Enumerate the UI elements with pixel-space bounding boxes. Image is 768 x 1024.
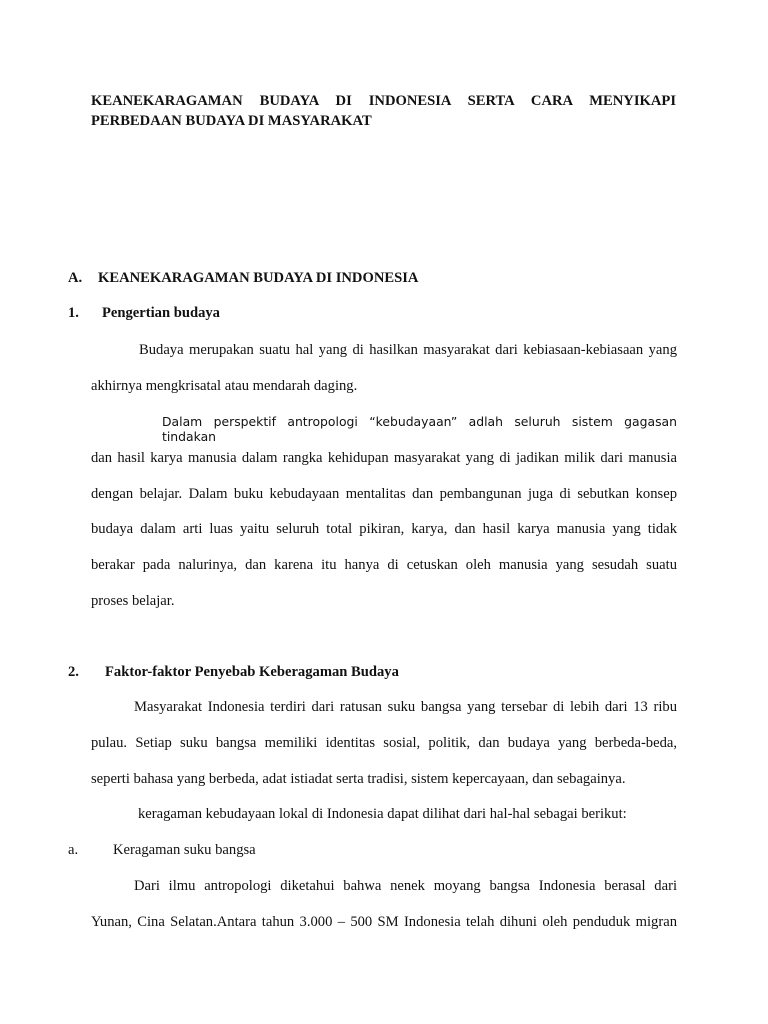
sub2-heading: Faktor-faktor Penyebab Keberagaman Budaya (105, 664, 399, 680)
sub1-p2-line6: proses belajar. (91, 593, 175, 609)
sub1-p1-line1: Budaya merupakan suatu hal yang di hasilkan masyarakat dari kebiasaan-kebiasaan yang (139, 342, 677, 358)
sub1-p2-line5: berakar pada nalurinya, dan karena itu hanya di cetuskan oleh manusia yang sesudah suatu (91, 557, 677, 573)
sub2-p1-line1: Masyarakat Indonesia terdiri dari ratusan suku bangsa yang tersebar di lebih dari 13 ribu (134, 699, 677, 715)
sub2-p1-line3: seperti bahasa yang berbeda, adat istiadat serta tradisi, sistem kepercayaan, dan sebagainya. (91, 771, 626, 787)
sub-a-heading: Keragaman suku bangsa (113, 842, 256, 858)
sub1-p2-line1: Dalam perspektif antropologi “kebudayaan” adlah seluruh sistem gagasan tindakan (162, 414, 677, 444)
document-title: KEANEKARAGAMAN BUDAYA DI INDONESIA SERTA CARA MENYIKAPI PERBEDAAN BUDAYA DI MASYARAKAT (91, 93, 676, 129)
sub1-p2-line3: dengan belajar. Dalam buku kebudayaan mentalitas dan pembangunan juga di sebutkan konsep (91, 486, 677, 502)
sub-a-p1-line1: Dari ilmu antropologi diketahui bahwa nenek moyang bangsa Indonesia berasal dari (134, 878, 677, 894)
sub1-heading: Pengertian budaya (102, 305, 220, 321)
sub2-marker: 2. (68, 664, 79, 680)
sub1-p1-line2: akhirnya mengkrisatal atau mendarah daging. (91, 378, 358, 394)
section-a-heading: KEANEKARAGAMAN BUDAYA DI INDONESIA (98, 270, 419, 286)
sub-a-marker: a. (68, 842, 79, 858)
sub1-p2-line2: dan hasil karya manusia dalam rangka kehidupan masyarakat yang di jadikan milik dari manusia (91, 450, 677, 466)
section-a-marker: A. (68, 270, 83, 286)
sub1-p2-line4: budaya dalam arti luas yaitu seluruh total pikiran, karya, dan hasil karya manusia yang tidak (91, 521, 677, 537)
sub2-p2-line1: keragaman kebudayaan lokal di Indonesia dapat dilihat dari hal-hal sebagai berikut: (138, 806, 627, 822)
sub-a-p1-line2: Yunan, Cina Selatan.Antara tahun 3.000 – 500 SM Indonesia telah dihuni oleh penduduk migran (91, 914, 677, 930)
sub2-p1-line2: pulau. Setiap suku bangsa memiliki identitas sosial, politik, dan budaya yang berbeda-beda, (91, 735, 677, 751)
sub1-marker: 1. (68, 305, 79, 321)
